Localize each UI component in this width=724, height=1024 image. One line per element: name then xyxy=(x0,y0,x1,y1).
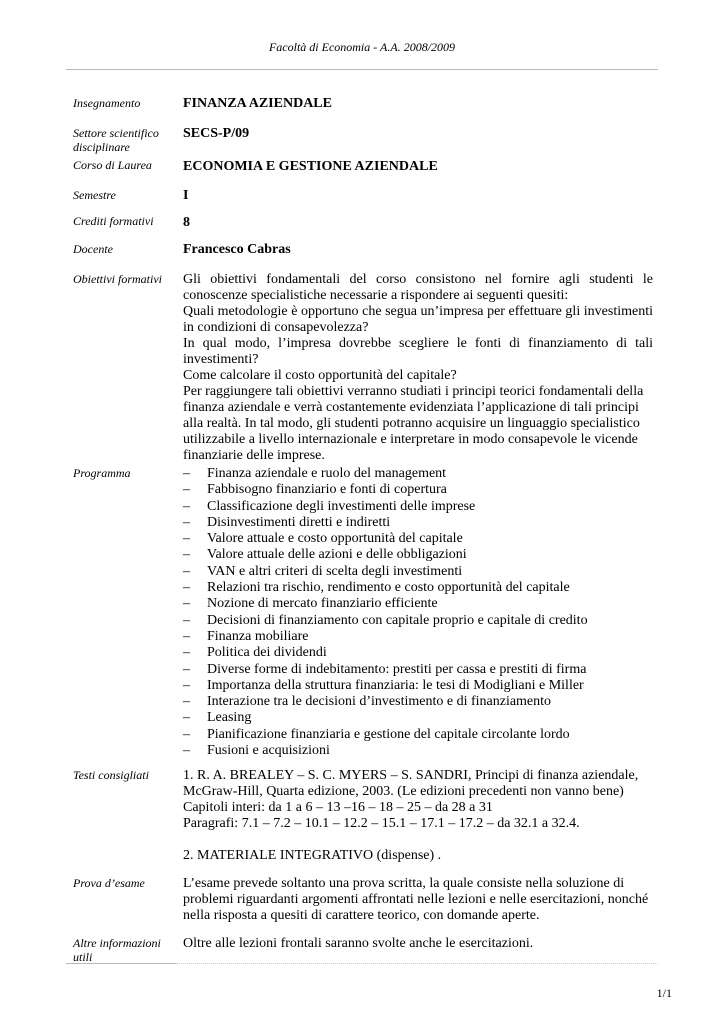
dash-bullet: – xyxy=(183,661,190,677)
programma-item xyxy=(183,580,653,596)
programma-item-text: Interazione tra le decisioni d’investimento e di finanziamento xyxy=(207,694,552,710)
programma-item-text: Nozione di mercato finanziario efficiente xyxy=(207,596,438,612)
programma-item xyxy=(183,662,653,678)
dash-bullet: – xyxy=(183,677,190,693)
dash-bullet: – xyxy=(183,596,190,612)
prova-text: L’esame prevede soltanto una prova scritta, la quale consiste nella soluzione di problemi riguardanti argomenti affrontati nelle lezioni e nelle esercitazioni, nonché nella risposta a quesiti di carattere teorico, con domande aperte. xyxy=(183,876,649,923)
programma-item-text: Finanza mobiliare xyxy=(207,628,309,644)
programma-item-text: Politica dei dividendi xyxy=(207,645,327,661)
programma-item xyxy=(183,629,653,645)
programma-item xyxy=(183,743,653,759)
value-docente: Francesco Cabras xyxy=(183,242,291,257)
page-header: Facoltà di Economia - A.A. 2008/2009 xyxy=(268,40,456,54)
programma-item-text: Finanza aziendale e ruolo del management xyxy=(207,466,447,481)
dash-bullet: – xyxy=(183,628,190,644)
obiettivi-closing: Per raggiungere tali obiettivi verranno studiati i principi teorici fondamentali della finanza aziendale e verrà costantemente evidenziata l’applicazione di tali principi alla realtà. In tal modo, gli studenti potranno acquisire un linguaggio specialistico utilizzabile a livello internazionale e interpretare in modo consapevole le vicende finanziarie delle imprese. xyxy=(183,384,644,463)
dash-bullet: – xyxy=(183,743,190,759)
programma-item-text: Decisioni di finanziamento con capitale proprio e capitale di credito xyxy=(207,612,588,628)
obiettivi-intro: Gli obiettivi fondamentali del corso consistono nel fornire agli studenti le conoscenze specialistiche necessarie a rispondere ai seguenti quesiti: xyxy=(183,272,653,303)
label-testi: Testi consigliati xyxy=(73,768,149,782)
testi-line-4: 2. MATERIALE INTEGRATIVO (dispense) . xyxy=(183,848,442,863)
dash-bullet: – xyxy=(183,563,190,579)
dash-bullet: – xyxy=(183,710,190,726)
label-crediti: Crediti formativi xyxy=(73,214,154,228)
programma-item-text: Disinvestimenti diretti e indiretti xyxy=(207,514,391,530)
testi-line-2: Capitoli interi: da 1 a 6 – 13 –16 – 18 – 25 – da 28 a 31 xyxy=(183,800,493,815)
dash-bullet: – xyxy=(183,482,190,498)
programma-item xyxy=(183,678,653,694)
header-divider xyxy=(66,69,658,70)
testi-line-3: Paragrafi: 7.1 – 7.2 – 10.1 – 12.2 – 15.1 – 17.1 – 17.2 – da 32.1 a 32.4. xyxy=(183,816,580,831)
label-prova: Prova d’esame xyxy=(73,876,145,890)
programma-item-text: Fusioni e acquisizioni xyxy=(207,743,330,759)
obiettivi-question-2: In qual modo, l’impresa dovrebbe scegliere le fonti di finanziamento di tali investimenti? xyxy=(183,336,653,367)
programma-block xyxy=(183,466,653,759)
programma-item-text: Diverse forme di indebitamento: prestiti per cassa e prestiti di firma xyxy=(207,661,587,677)
label-semestre: Semestre xyxy=(73,188,116,202)
label-settore: Settore scientifico disciplinare xyxy=(73,126,159,154)
label-altre: Altre informazioni utili xyxy=(73,936,161,964)
programma-item xyxy=(183,547,653,563)
label-programma: Programma xyxy=(73,466,131,480)
programma-item xyxy=(183,515,653,531)
dash-bullet: – xyxy=(183,645,190,661)
programma-item xyxy=(183,645,653,661)
testi-line-1: 1. R. A. BREALEY – S. C. MYERS – S. SANDRI, Principi di finanza aziendale, McGraw-Hill, Quarta edizione, 2003. (Le edizioni precedenti non vanno bene) xyxy=(183,768,639,799)
footer-divider-dotted xyxy=(176,963,658,964)
dash-bullet: – xyxy=(183,498,190,514)
label-insegnamento: Insegnamento xyxy=(73,96,141,110)
programma-item xyxy=(183,564,653,580)
value-settore: SECS-P/09 xyxy=(183,126,250,141)
programma-item-text: Fabbisogno finanziario e fonti di copertura xyxy=(207,482,447,498)
dash-bullet: – xyxy=(183,514,190,530)
testi-block xyxy=(183,768,653,864)
obiettivi-question-1: Quali metodologie è opportuno che segua un’impresa per effettuare gli investimenti in condizioni di consapevolezza? xyxy=(183,304,653,335)
footer-divider xyxy=(66,963,176,964)
programma-item xyxy=(183,466,653,482)
label-obiettivi: Obiettivi formativi xyxy=(73,272,162,286)
programma-item-text: Valore attuale delle azioni e delle obbligazioni xyxy=(207,547,467,563)
programma-item xyxy=(183,482,653,498)
programma-list xyxy=(183,466,653,759)
value-semestre: I xyxy=(183,188,189,203)
programma-item-text: Classificazione degli investimenti delle imprese xyxy=(207,498,476,514)
label-corso: Corso di Laurea xyxy=(73,158,152,172)
programma-item xyxy=(183,727,653,743)
dash-bullet: – xyxy=(183,531,190,547)
programma-item xyxy=(183,710,653,726)
programma-item xyxy=(183,499,653,515)
programma-item-text: Importanza della struttura finanziaria: le tesi di Modigliani e Miller xyxy=(207,677,584,693)
programma-item xyxy=(183,694,653,710)
programma-item xyxy=(183,613,653,629)
value-corso: ECONOMIA E GESTIONE AZIENDALE xyxy=(183,159,438,174)
dash-bullet: – xyxy=(183,612,190,628)
programma-item xyxy=(183,596,653,612)
programma-item-text: VAN e altri criteri di scelta degli investimenti xyxy=(207,563,463,579)
label-docente: Docente xyxy=(73,242,113,256)
dash-bullet: – xyxy=(183,580,190,596)
programma-item-text: Leasing xyxy=(207,710,252,726)
programma-item-text: Relazioni tra rischio, rendimento e costo opportunità del capitale xyxy=(207,580,570,596)
value-insegnamento: FINANZA AZIENDALE xyxy=(183,96,332,111)
dash-bullet: – xyxy=(183,466,190,481)
dash-bullet: – xyxy=(183,547,190,563)
obiettivi-question-3: Come calcolare il costo opportunità del capitale? xyxy=(183,368,457,383)
programma-item-text: Pianificazione finanziaria e gestione del capitale circolante lordo xyxy=(207,726,570,742)
programma-item xyxy=(183,531,653,547)
value-crediti: 8 xyxy=(183,215,190,230)
page-number: 1/1 xyxy=(656,986,672,1000)
programma-item-text: Valore attuale e costo opportunità del capitale xyxy=(207,531,463,547)
altre-text: Oltre alle lezioni frontali saranno svolte anche le esercitazioni. xyxy=(183,936,534,951)
obiettivi-block xyxy=(183,272,653,464)
dash-bullet: – xyxy=(183,694,190,710)
dash-bullet: – xyxy=(183,726,190,742)
